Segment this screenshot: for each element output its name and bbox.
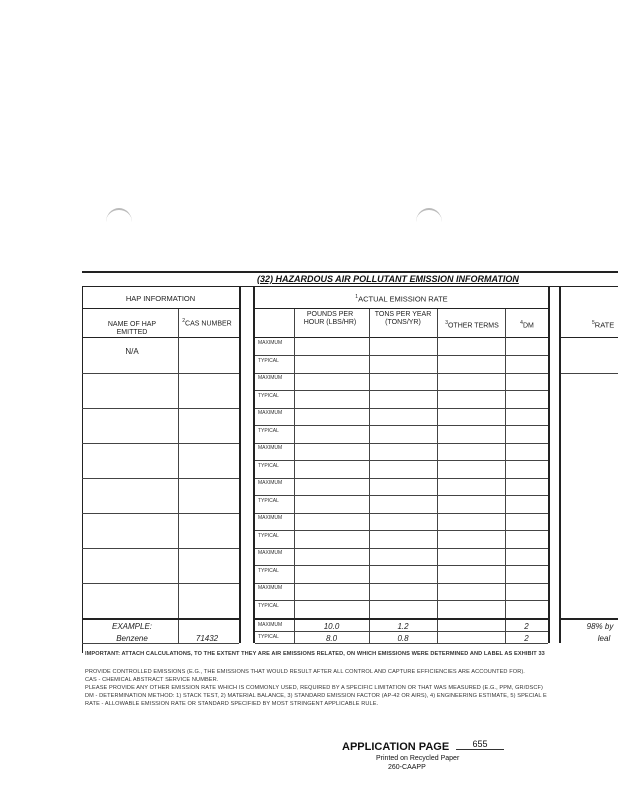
note-2: CAS - CHEMICAL ABSTRACT SERVICE NUMBER. [85, 677, 219, 683]
example-typ-pph: 8.0 [325, 634, 338, 643]
row-label-typical: TYPICAL [258, 634, 279, 640]
row-label-typical: TYPICAL [258, 393, 279, 399]
col-dm: $^4$DM [520, 320, 534, 330]
row-label-maximum: MAXIMUM [258, 340, 283, 346]
example-rate-cont: leal [597, 634, 611, 643]
row-label-maximum: MAXIMUM [258, 445, 283, 451]
row-label-maximum: MAXIMUM [258, 375, 283, 381]
row-label-maximum: MAXIMUM [258, 480, 283, 486]
example-label: EXAMPLE: [111, 622, 152, 631]
example-max-tpy: 1.2 [397, 622, 409, 631]
row-label-typical: TYPICAL [258, 498, 279, 504]
example-rate: 98% by [586, 622, 614, 631]
row-label-typical: TYPICAL [258, 358, 279, 364]
note-1: PROVIDE CONTROLLED EMISSIONS (E.G., THE EMISSIONS THAT WOULD RESULT AFTER ALL CONTROL AND CAPTURE EFFICIENCIES ARE ACCOUNTED FOR). [85, 669, 525, 675]
application-page-label: APPLICATION PAGE [342, 741, 450, 753]
example-cas-number: 71432 [195, 634, 219, 643]
col-hap-name: NAME OF HAP EMITTED [107, 321, 157, 336]
note-important: IMPORTANT: ATTACH CALCULATIONS, TO THE EXTENT THEY ARE AIR EMISSIONS RELATED, ON WHICH EMISSIONS WERE DETERMINED AND LABEL AS EXHIBIT 33 [85, 651, 545, 657]
col-tons-per-year: TONS PER YEAR (TONS/YR) [374, 311, 432, 326]
hap-emission-form [82, 271, 618, 653]
form-code: 260-CAAPP [388, 764, 426, 771]
example-max-pph: 10.0 [323, 622, 340, 631]
col-cas-number: $^2$CAS NUMBER [182, 318, 232, 328]
example-hap-name: Benzene [116, 634, 148, 643]
punch-mark-right [416, 208, 442, 236]
col-pounds-per-hour: POUNDS PER HOUR (LBS/HR) [303, 311, 357, 326]
row-label-maximum: MAXIMUM [258, 410, 283, 416]
punch-mark-left [106, 208, 132, 236]
form-title: (32) HAZARDOUS AIR POLLUTANT EMISSION INFORMATION [257, 274, 519, 284]
row-label-typical: TYPICAL [258, 463, 279, 469]
row-label-typical: TYPICAL [258, 603, 279, 609]
row-label-maximum: MAXIMUM [258, 550, 283, 556]
row-label-typical: TYPICAL [258, 533, 279, 539]
actual-emission-header: $^1$ACTUAL EMISSION RATE [355, 294, 448, 304]
example-typ-tpy: 0.8 [397, 634, 409, 643]
row-label-maximum: MAXIMUM [258, 622, 283, 628]
example-typ-dm: 2 [524, 634, 529, 643]
recycled-paper-note: Printed on Recycled Paper [376, 755, 460, 762]
note-5: RATE - ALLOWABLE EMISSION RATE OR STANDARD SPECIFIED BY MOST STRINGENT APPLICABLE RULE. [85, 701, 379, 707]
application-page-number: 655 [456, 739, 504, 750]
note-3: PLEASE PROVIDE ANY OTHER EMISSION RATE WHICH IS COMMONLY USED, REQUIRED BY A SPECIFIC LIMITATION OR THAT WAS MEASURED (E.G., PPM, GR/DSCF) [85, 685, 543, 691]
row-label-maximum: MAXIMUM [258, 585, 283, 591]
rate-header: $^5$RATE [592, 320, 615, 330]
note-4: DM - DETERMINATION METHOD: 1) STACK TEST, 2) MATERIAL BALANCE, 3) STANDARD EMISSION FACTOR (AP-42 OR AIRS), 4) ENGINEERING ESTIMATE, 5) SPECIAL E [85, 693, 547, 699]
hap-name-entry[interactable]: N/A [125, 347, 139, 356]
row-label-typical: TYPICAL [258, 428, 279, 434]
row-label-typical: TYPICAL [258, 568, 279, 574]
row-label-maximum: MAXIMUM [258, 515, 283, 521]
hap-info-header: HAP INFORMATION [125, 294, 196, 303]
example-max-dm: 2 [524, 622, 529, 631]
col-other-terms: $^3$OTHER TERMS [445, 320, 499, 330]
